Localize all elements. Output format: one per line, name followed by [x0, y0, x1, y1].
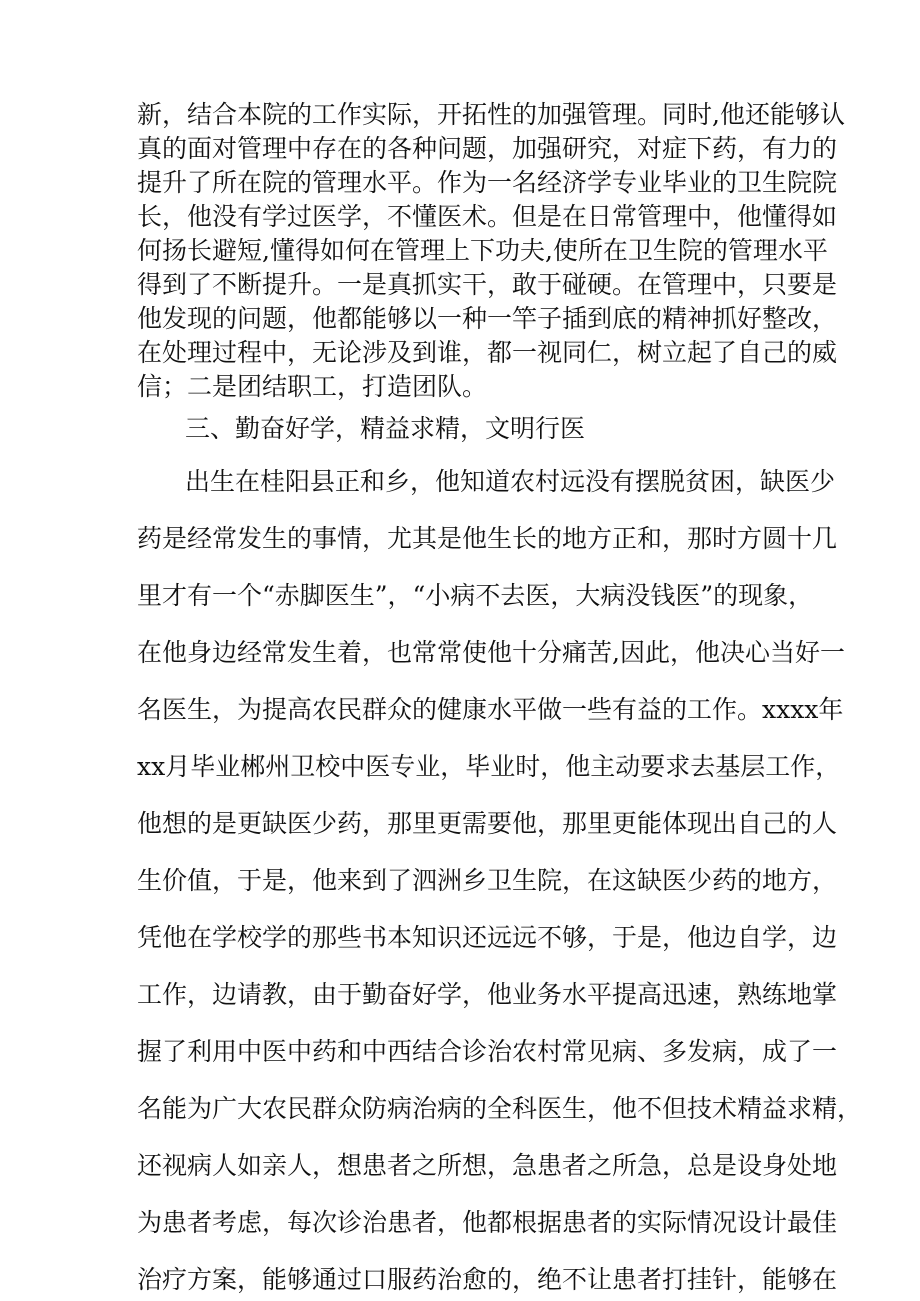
- paragraph-2-line-7: 他想的是更缺医少药，那里更需要他，那里更能体现出自己的人: [137, 809, 838, 838]
- paragraph-1-line-2: 真的面对管理中存在的各种问题，加强研究，对症下药，有力的: [137, 134, 838, 163]
- paragraph-2-line-10: 工作，边请教，由于勤奋好学，他业务水平提高迅速，熟练地掌: [137, 980, 838, 1009]
- paragraph-1-line-6: 得到了不断提升。一是真抓实干，敢于碰硬。在管理中，只要是: [137, 270, 838, 299]
- paragraph-2-line-4: 在他身边经常发生着，也常常使他十分痛苦,因此，他决心当好一: [137, 638, 845, 667]
- paragraph-2-line-6: xx月毕业郴州卫校中医专业，毕业时，他主动要求去基层工作，: [137, 752, 841, 781]
- paragraph-1-line-3: 提升了所在院的管理水平。作为一名经济学专业毕业的卫生院院: [137, 168, 838, 197]
- section-heading: 三、勤奋好学，精益求精，文明行医: [185, 414, 586, 443]
- paragraph-1-line-8: 在处理过程中，无论涉及到谁，都一视同仁，树立起了自己的威: [137, 338, 838, 367]
- paragraph-2-line-2: 药是经常发生的事情，尤其是他生长的地方正和，那时方圆十几: [137, 524, 838, 553]
- paragraph-2-line-14: 为患者考虑，每次诊治患者，他都根据患者的实际情况设计最佳: [137, 1208, 838, 1237]
- paragraph-2-line-1: 出生在桂阳县正和乡，他知道农村远没有摆脱贫困，缺医少: [185, 467, 836, 496]
- paragraph-2-line-15: 治疗方案，能够通过口服药治愈的，绝不让患者打挂针，能够在: [137, 1265, 838, 1294]
- paragraph-1-line-4: 长，他没有学过医学，不懂医术。但是在日常管理中，他懂得如: [137, 202, 838, 231]
- paragraph-1-line-9: 信；二是团结职工，打造团队。: [137, 372, 488, 401]
- paragraph-2-line-3: 里才有一个“赤脚医生”，“小病不去医，大病没钱医”的现象，: [137, 581, 814, 610]
- paragraph-2-line-11: 握了利用中医中药和中西结合诊治农村常见病、多发病，成了一: [137, 1037, 838, 1066]
- paragraph-2-line-9: 凭他在学校学的那些书本知识还远远不够，于是，他边自学，边: [137, 923, 838, 952]
- paragraph-2-line-5: 名医生，为提高农民群众的健康水平做一些有益的工作。xxxx年: [137, 695, 844, 724]
- paragraph-1-line-1: 新，结合本院的工作实际，开拓性的加强管理。同时,他还能够认: [137, 100, 845, 129]
- paragraph-2-line-13: 还视病人如亲人，想患者之所想，急患者之所急，总是设身处地: [137, 1151, 838, 1180]
- paragraph-2-line-8: 生价值，于是，他来到了泗洲乡卫生院，在这缺医少药的地方，: [137, 866, 838, 895]
- paragraph-1-line-5: 何扬长避短,懂得如何在管理上下功夫,使所在卫生院的管理水平: [137, 236, 828, 265]
- paragraph-2-line-12: 名能为广大农民群众防病治病的全科医生，他不但技术精益求精，: [137, 1094, 863, 1123]
- paragraph-1-line-7: 他发现的问题，他都能够以一种一竿子插到底的精神抓好整改，: [137, 304, 838, 333]
